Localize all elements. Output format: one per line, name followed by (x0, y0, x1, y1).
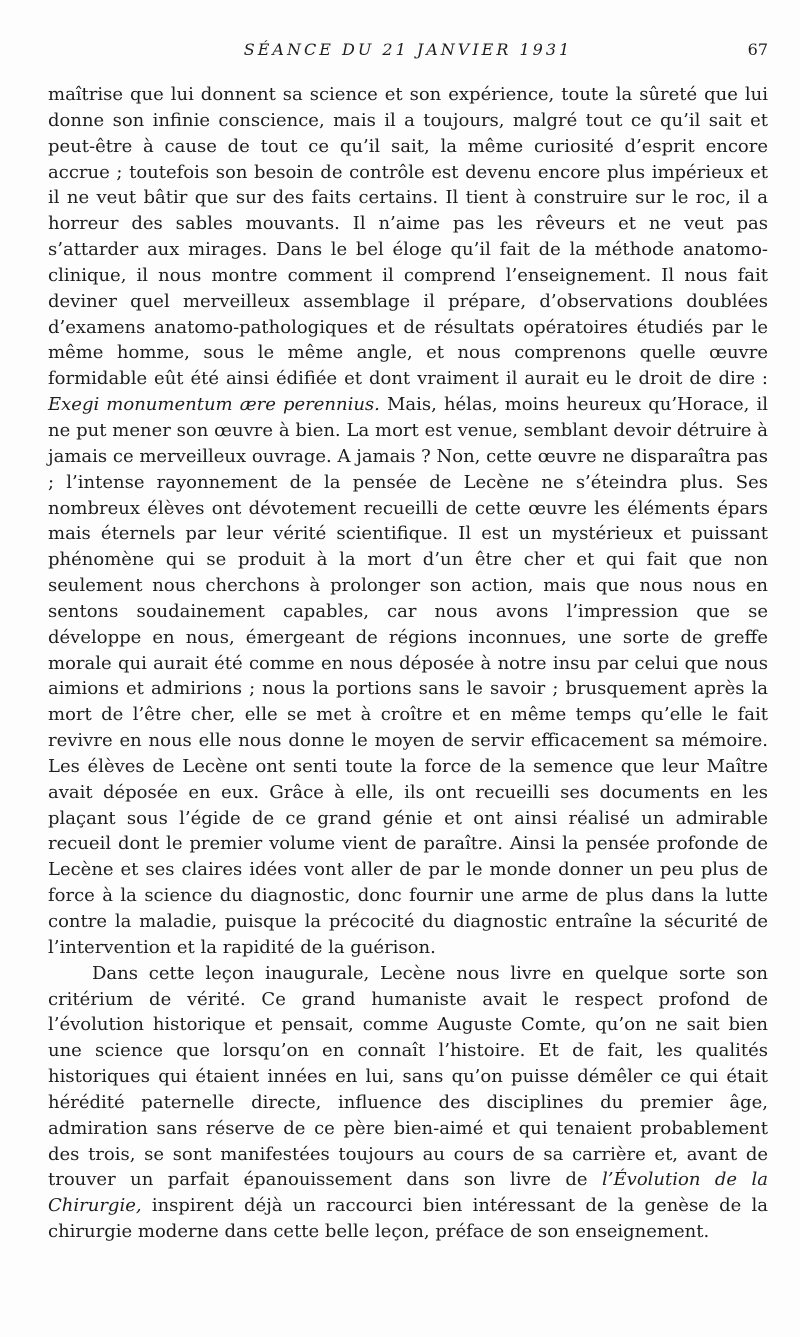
running-header (48, 40, 768, 62)
paragraph-1-latin-quote: Exegi monumentum ære perennius. (48, 394, 380, 416)
page-number: 67 (747, 40, 768, 59)
paragraph-2-part-1: Dans cette leçon inaugurale, Lecène nous livre en quelque sorte son critérium de vérité. Ce grand humaniste avait le respect profond de l’évolution historique et pensait, comme Auguste Comte, qu’on ne sait bien une science que lorsqu’on en connaît l’histoire. Et de fait, les qualités historiques qui étaient innées en lui, sans qu’on puisse démêler ce qui était hérédité paternelle directe, influence des disciplines du premier âge, admiration sans réserve de ce père bien-aimé et qui tenaient probablement des trois, se sont manifestées toujours au cours de sa carrière et, avant de trouver un parfait épanouissement dans son livre de (48, 962, 768, 1191)
running-title: SÉANCE DU 21 JANVIER 1931 (243, 40, 573, 59)
paragraph-2-book-title: l’Évolution de la Chirurgie, (48, 1169, 769, 1217)
paragraph-1-part-1: maîtrise que lui donnent sa science et son expérience, toute la sûreté que lui donne son infinie conscience, mais il a toujours, malgré tout ce qu’il sait et peut-être à cause de tout ce qu’il sait, la même curiosité d’esprit encore accrue ; toutefois son besoin de contrôle est devenu encore plus impérieux et il ne veut bâtir que sur des faits certains. Il tient à construire sur le roc, il a horreur des sables mouvants. Il n’aime pas les rêveurs et ne veut pas s’attarder aux mirages. Dans le bel éloge qu’il fait de la méthode anatomo-clinique, il nous montre comment il comprend l’enseignement. Il nous fait deviner quel merveilleux assemblage il prépare, d’observations doublées d’examens anatomo-pathologiques et de résultats opératoires étudiés par le même homme, sous le même angle, et nous comprenons quelle œuvre formidable eût été ainsi édifiée et dont vraiment il aurait eu le droit de dire : (48, 84, 768, 390)
paragraph-2 (48, 961, 768, 1245)
body-text (48, 82, 768, 1245)
paragraph-1 (48, 82, 768, 961)
paragraph-2-part-3: inspirent déjà un raccourci bien intéressant de la genèse de la chirurgie moderne dans cette belle leçon, préface de son enseignement. (48, 1195, 768, 1243)
paragraph-1-part-3: Mais, hélas, moins heureux qu’Horace, il ne put mener son œuvre à bien. La mort est venue, semblant devoir détruire à jamais ce merveilleux ouvrage. A jamais ? Non, cette œuvre ne disparaîtra pas ; l’intense rayonnement de la pensée de Lecène ne s’éteindra plus. Ses nombreux élèves ont dévotement recueilli de cette œuvre les éléments épars mais éternels par leur vérité scientifique. Il est un mystérieux et puissant phénomène qui se produit à la mort d’un être cher et qui fait que non seulement nous cherchons à prolonger son action, mais que nous nous en sentons soudainement capables, car nous avons l’impression que se développe en nous, émergeant de régions inconnues, une sorte de greffe morale qui aurait été comme en nous déposée à notre insu par celui que nous aimions et admirions ; nous la portions sans le savoir ; brusquement après la mort de l’être cher, elle se met à croître et en même temps qu’elle le fait revivre en nous elle nous donne le moyen de servir efficacement sa mémoire. Les élèves de Lecène ont senti toute la force de la semence que leur Maître avait déposée en eux. Grâce à elle, ils ont recueilli ses documents en les plaçant sous l’égide de ce grand génie et ont ainsi réalisé un admirable recueil dont le premier volume vient de paraître. Ainsi la pensée profonde de Lecène et ses claires idées vont aller de par le monde donner un peu plus de force à la science du diagnostic, donc fournir une arme de plus dans la lutte contre la maladie, puisque la précocité du diagnostic entraîne la sécurité de l’intervention et la rapidité de la guérison. (48, 394, 768, 958)
